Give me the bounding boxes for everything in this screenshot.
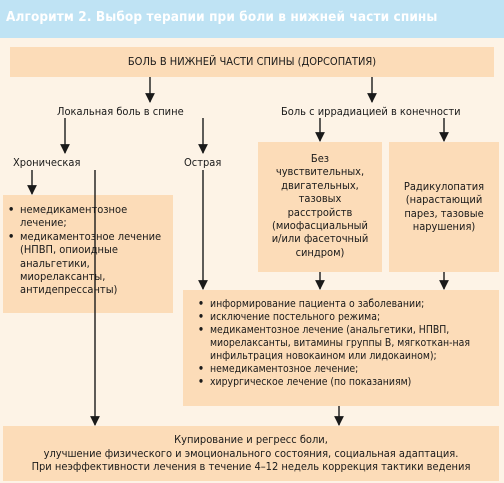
radiculopathy-line: Радикулопатия: [403, 180, 485, 193]
acute-label: Острая: [184, 156, 222, 169]
no-deficit-line: Без: [310, 152, 330, 165]
header-bar: [0, 0, 504, 38]
chronic-treatment-item: • медикаментозное лечение (НПВП, опиоидные анальгетики, миорелаксанты, антидепрессанты): [7, 230, 169, 297]
chronic-treatment-box: [3, 195, 173, 313]
radiculopathy-line: (нарастающий: [405, 193, 483, 207]
local-pain-label: Локальная боль в спине: [57, 105, 184, 118]
radiating-pain-label: Боль с иррадиацией в конечности: [281, 105, 461, 118]
chronic-treatment-list: [7, 203, 169, 297]
no-deficit-line: расстройств: [287, 205, 353, 219]
general-treatment-item: • исключение постельного режима;: [197, 311, 495, 324]
algorithm-title: Алгоритм 2. Выбор терапии при боли в нижней части спины: [6, 9, 438, 25]
radiculopathy-box: [389, 142, 499, 272]
general-treatment-item: • медикаментозное лечение (анальгетики, НПВП, миорелаксанты, витамины группы В, мягкоткан-ная инфильтрация новокаином или лидокаином);: [197, 324, 495, 363]
radiculopathy-line: парез, тазовые: [404, 206, 484, 220]
general-treatment-list: [197, 298, 495, 389]
outcome-line: При неэффективности лечения в течение 4–12 недель коррекция тактики ведения: [31, 460, 471, 474]
general-treatment-item: • немедикаментозное лечение;: [197, 363, 495, 376]
general-treatment-box: [183, 290, 499, 406]
no-deficit-line: двигательных,: [281, 178, 359, 192]
outcome-box: [3, 426, 499, 481]
no-deficit-box: [258, 142, 382, 272]
chronic-label: Хроническая: [13, 156, 81, 169]
no-deficit-line: чувствительных,: [275, 165, 365, 179]
outcome-line: улучшение физического и эмоционального состояния, социальная адаптация.: [43, 446, 459, 460]
outcome-line: Купирование и регресс боли,: [174, 433, 328, 446]
chronic-treatment-item: • немедикаментозное лечение;: [7, 203, 169, 230]
no-deficit-line: тазовых: [298, 192, 342, 206]
no-deficit-line: (миофасциальный: [272, 219, 368, 233]
general-treatment-item: • информирование пациента о заболевании;: [197, 298, 495, 311]
radiculopathy-line: нарушения): [412, 220, 476, 234]
no-deficit-line: синдром): [295, 245, 345, 259]
root-node: [10, 47, 494, 77]
root-node-label: БОЛЬ В НИЖНЕЙ ЧАСТИ СПИНЫ (ДОРСОПАТИЯ): [127, 55, 377, 69]
general-treatment-item: • хирургическое лечение (по показаниям): [197, 376, 495, 389]
no-deficit-line: и/или фасеточный: [271, 232, 369, 246]
